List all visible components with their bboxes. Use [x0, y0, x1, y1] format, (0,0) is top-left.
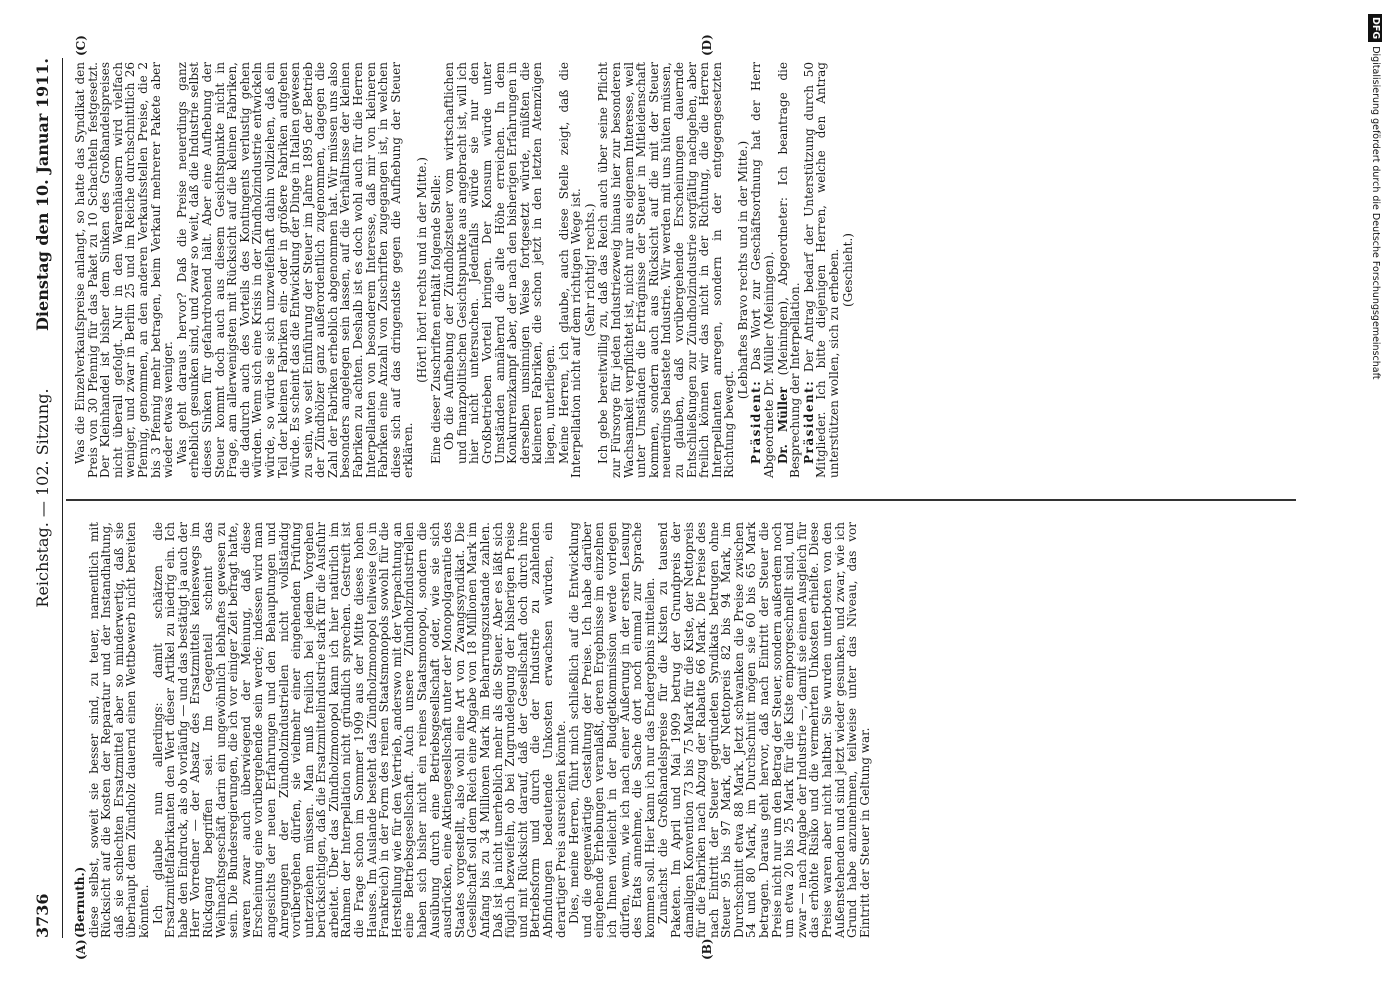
president-label-1: Präsident:: [749, 379, 764, 464]
left-paragraph-1: diese selbst, soweit sie besser sind, zu teuer, namentlich mit Rücksicht auf die Kosten der Reparatur und der Instandhaltung, daß sie schlechten Ersatzmittel aber so minderwertig, daß sie überhaupt dem Zündholz dauernd einen Wettbewerb nicht bereiten könnten.: [86, 522, 151, 938]
interjection-2: (Sehr richtig! rechts.): [582, 203, 597, 337]
president-label-2: Präsident:: [801, 379, 816, 464]
left-column: [74, 522, 872, 938]
page-header: [28, 58, 63, 938]
margin-marker-c: (C): [74, 35, 88, 56]
speaker-text-2: (Meiningen), Abgeordneter: Ich beantrage die Besprechung der Interpellation.: [775, 62, 803, 478]
right-paragraph-3: Meine Herren, ich glaube, auch diese Stelle zeigt, daß die Interpellation nicht auf dem richtigen Wege ist.: [556, 62, 584, 478]
funding-note: Digitalisierung gefördert durch die Deutsche Forschungsgemeinschaft: [1370, 46, 1381, 380]
right-paragraph-4: Ich gebe bereitwillig zu, daß das Reich auch über seine Pflicht zur Fürsorge für jeden Industriezweig hinaus hier zur besonderen Wachsamkeit verpflichtet ist, nicht nur aus eigenem Interesse, weil unter Umständen die Erträgnisse der Steuer in Mitleidenschaft kommen, sondern auch aus Rücksicht auf die mit der Steuer neuerdings belastete Industrie. Wir werden mit uns hüten müssen, zu glauben, daß vorübergehende Erscheinungen dauernde Entschließungen zur Zündholzindustrie sorgfältig nachgehen, aber freilich können wir das nicht in der Richtung, die die Herren Interpellanten anregen, sondern in der entgegengesetzten Richtung bewegt.: [596, 62, 737, 478]
margin-marker-d: (D): [700, 34, 714, 56]
president-text-2: Der Antrag bedarf der Unterstützung durch 50 Mitglieder. Ich bitte diejenigen Herren, welche den Antrag unterstützen wollen, sich zu erheben.: [801, 62, 842, 478]
left-paragraph-4: Zunächst die Großhandelspreise für die Kisten zu tausend Paketen. Im April und Mai 1909 betrug der Grundpreis der damaligen Konvention 73 bis 75 Mark für die Kiste, der Nettopreis für die Fabriken nach Abzug der Rabatte 66 Mark. Die Preise des nach Eintritt der Steuer gegründeten Syndikats betrugen ohne Steuer 95 bis 97 Mark, der Nettopreis 82 bis 94 Mark, im Durchschnitt etwa 88 Mark. Jetzt schwanken die Preise zwischen 54 und 80 Mark, im Durchschnitt mögen sie 60 bis 65 Mark betragen. Daraus geht hervor, daß nach Eintritt der Steuer die Preise nicht nur um den Betrag der Steuer, sondern außerdem noch um etwa 20 bis 25 Mark für die Kiste emporgeschnellt sind, und zwar — nach Angabe der Industrie —, damit sie einen Ausgleich für das erhöhte Risiko und die vermehrten Unkosten erhielte. Diese Preise waren aber nicht haltbar. Sie wurden unterboten von den Außenstehenden und sind jetzt wieder gesunken, und zwar, wie ich Grund habe anzunehmen, teilweise unter das Niveau, das vor Eintritt der Steuer in Geltung war.: [656, 522, 872, 938]
page-number: 3736: [33, 893, 52, 938]
margin-marker-a: (A): [74, 939, 88, 960]
margin-marker-b: (B): [700, 938, 714, 960]
president-text-1: Das Wort zur Geschäftsordnung hat der Herr Abgeordnete Dr. Müller (Meiningen).: [749, 62, 777, 478]
quote-intro: Eine dieser Zuschriften enthält folgende Stelle:: [428, 174, 443, 464]
president-statement-1: [750, 62, 775, 478]
interjection-4: (Geschieht.): [840, 233, 855, 307]
speaker-continued: (Bernuth.): [73, 866, 87, 938]
left-paragraph-2: Ich glaube nun allerdings: damit schätzen die Ersatzmittelfabrikanten den Wert dieser Artikel zu niedrig ein. Ich habe den Eindruck, als ob vorläufig — und das bestätigt ja auch der Herr Vorredner — der Absatz des Ersatzmittels keineswegs im Rückgang begriffen sei. Im Gegenteil scheint das Weihnachtsgeschäft darin ein ungewöhnlich lebhaftes gewesen zu sein. Die Bundesregierungen, die ich vor einiger Zeit befragt hatte, waren zwar auch überwiegend der Meinung, daß diese Erscheinung eine vorübergehende sein werde; indessen wird man angesichts der neuen Erfahrungen und den Behauptungen und Anregungen der Zündholzindustriellen nicht vollständig vorübergehen dürfen, sie vielmehr einer eingehenden Prüfung unterziehen müssen. Man muß freilich bei jedem Vorgehen berücksichtigen, daß die Ersatzmittelindustrie stark für die Ausfuhr arbeitet. Über das Zündholzmonopol kann ich hier natürlich im Rahmen der Interpellation nicht gründlich sprechen. Gestreift ist die Frage schon im Sommer 1909 aus der Mitte dieses hohen Hauses. Im Auslande besteht das Zündholzmonopol teilweise (so in Frankreich) in der Form des reinen Staatsmonopols sowohl für die Herstellung wie für den Vertrieb, anderswo mit der Verpachtung an eine Betriebsgesellschaft. Auch unsere Zündholzindustriellen haben sich bisher nicht ein reines Staatsmonopol, sondern die Ausübung durch eine Betriebsgesellschaft oder, wie sie sich ausdrücken, eine Aktiengesellschaft unter der Monopolgarantie des Staates vorgestellt, also wohl eine Art von Zwangssyndikat. Die Gesellschaft soll dem Reich eine Abgabe von 18 Millionen Mark im Anfang bis zu 34 Millionen Mark im Beharrungszustande zahlen. Daß ist ja nicht unerheblich mehr als die Steuer. Aber es läßt sich füglich bezweifeln, ob bei Zugrundelegung der bisherigen Preise und mit Rücksicht darauf, daß der Gesellschaft doch durch ihre Betriebsform und durch die der Industrie zu zahlenden Abfindungen bedeutende Unkosten erwachsen würden, ein derartiger Preis ausreichen könnte.: [150, 522, 568, 938]
session-date: Dienstag den 10. Januar 1911.: [33, 58, 52, 331]
speaker-statement-2: [777, 62, 802, 478]
president-statement-2: [803, 62, 841, 478]
dfg-logo: DFG: [1368, 14, 1382, 42]
left-paragraph-3: Dies, meine Herren, führt mich schließlich auf die Entwicklung und die gegenwärtige Gestaltung der Preise. Ich habe darüber eingehende Erhebungen veranlaßt, deren Ergebnisse im einzelnen ich Ihnen vielleicht in der Budgetkommission werde vorlegen dürfen, wenn, wie ich nach einer Äußerung in der ersten Lesung des Etats annehme, die Sache dort noch einmal zur Sprache kommen soll. Hier kann ich nur das Endergebnis mitteilen.: [567, 522, 657, 938]
right-column: [74, 62, 855, 478]
quote-block: Ob die Aufhebung der Zündholzsteuer vom wirtschaftlichen und finanzpolitischen Gesichtspunkte aus angebracht ist, will ich hier nicht untersuchen. Jedenfalls würde sie nur den Großbetrieben Vorteil bringen. Der Konsum würde unter Umständen annähernd die alte Höhe erreichen. In dem Konkurrenzkampf aber, der nach den bisherigen Erfahrungen in derselben unsinnigen Weise fortgesetzt würde, müßten die kleineren Fabriken, die schon jetzt in den letzten Atemzügen liegen, unterliegen.: [442, 62, 557, 464]
session-title: Reichstag. — 102. Sitzung.: [33, 388, 52, 608]
interjection-1: (Hört! hört! rechts und in der Mitte.): [415, 157, 430, 383]
funding-sidebar: [1368, 14, 1382, 714]
speaker-label-2: Dr. Müller: [775, 387, 790, 464]
right-paragraph-2: Was geht daraus hervor? Daß die Preise neuerdings ganz erheblich gesunken sind, und zwar so weit, daß die Industrie selbst dieses Sinken für gefahrdrohend hält. Aber eine Aufhebung der Steuer kommt doch auch aus diesem Gesichtspunkte nicht in Frage, am allerwenigsten mit Rücksicht auf die kleinen Fabriken, die dadurch auch des Vorteils des Kontingents verlustig gehen würden. Wenn sich eine Krisis in der Zündholzindustrie entwickeln würde, so würde sie sich unzweifelhaft dahin vollziehen, daß ein Teil der kleinen Fabriken ein- oder in größere Fabriken aufgehen würde. Es scheint das die Entwicklung der Dinge in Italien gewesen zu sein, wo seit Einführung der Steuer im Jahre 1895 der Betrieb der Zündhölzer ganz außerordentlich zugenommen, dagegen die Zahl der Fabriken erheblich abgenommen hat. Wir müssen uns also besonders angelegen sein lassen, auf die Verhältnisse der kleinen Fabriken zu achten. Deshalb ist es doch wohl auch für die Herren Interpellanten von besonderem Interesse, daß mir von kleineren Fabriken eine Anzahl von Zuschriften zugegangen ist, in welchen diese sich auf das dringendste gegen die Aufhebung der Steuer erklären.: [174, 62, 416, 478]
right-paragraph-1: Was die Einzelverkaufspreise anlangt, so hatte das Syndikat den Preis von 30 Pfennig für das Paket zu 10 Schachteln festgesetzt. Der Kleinhandel ist bisher dem Sinken des Großhandelspreises nicht überall gefolgt. Nur in den Warenhäusern wird vielfach weniger, und zwar in Berlin 25 und im Reiche durchschnittlich 26 Pfennig, genommen, an den anderen Verkaufsstellen Preise, die 2 bis 3 Pfennig mehr betragen, beim Verkauf mehrerer Pakete aber wieder etwas weniger.: [73, 62, 176, 478]
interjection-3: (Lebhaftes Bravo rechts und in der Mitte.): [735, 140, 750, 400]
column-divider: [66, 500, 1296, 502]
